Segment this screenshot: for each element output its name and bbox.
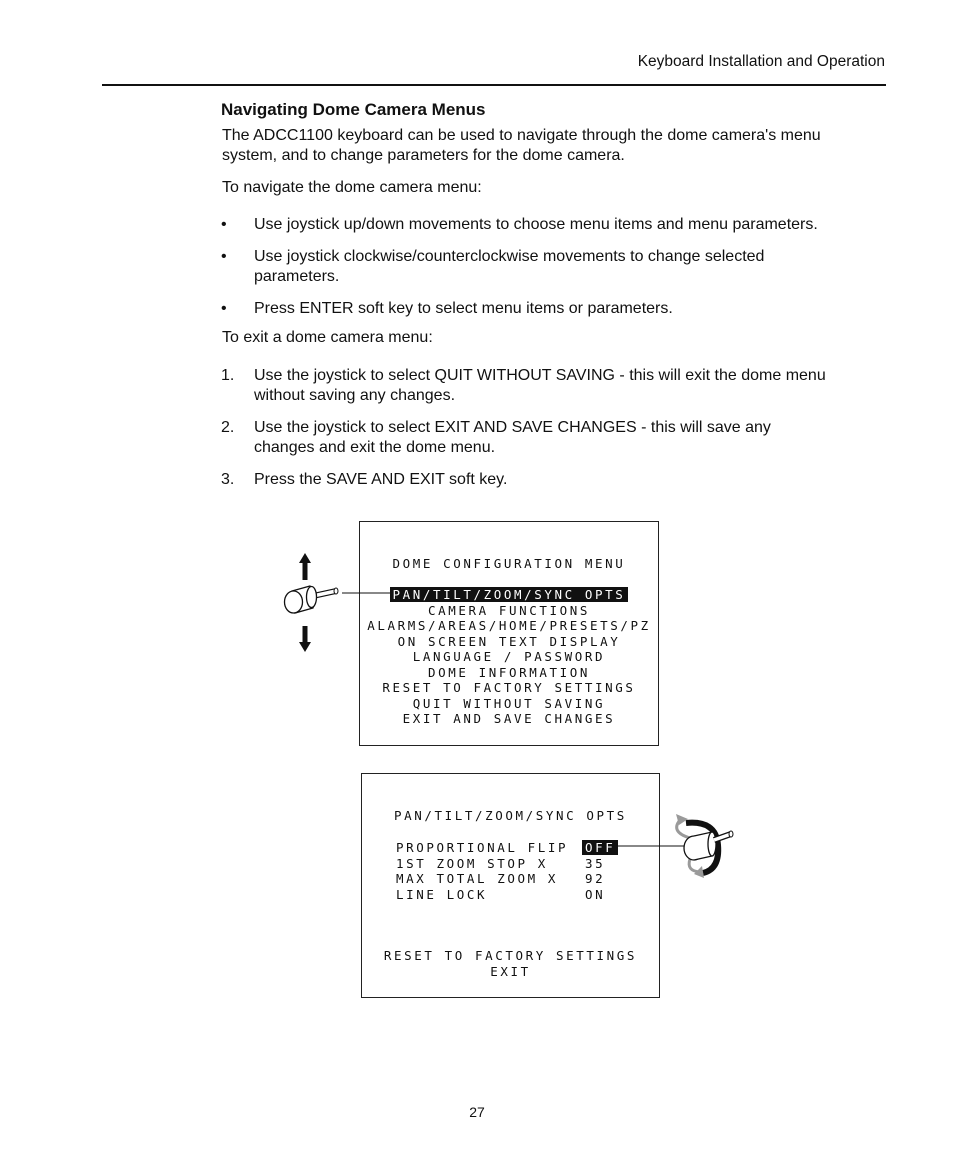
running-header: Keyboard Installation and Operation [637,53,885,70]
bullet-marker: • [221,248,227,265]
step-text: changes and exit the dome menu. [254,439,496,456]
step-text: Use the joystick to select QUIT WITHOUT SAVING - this will exit the dome menu [254,367,826,384]
ptz-row-value: ON [585,887,606,902]
value-highlight: OFF [582,840,618,855]
ptz-row-label[interactable]: PROPORTIONAL FLIP [396,840,569,855]
menu-item[interactable]: QUIT WITHOUT SAVING [412,696,606,711]
joystick-rotate-icon [614,814,733,878]
navigate-heading: To navigate the dome camera menu: [222,179,482,196]
intro-line: The ADCC1100 keyboard can be used to navigate through the dome camera's menu [222,127,821,144]
step-number: 1. [221,367,235,384]
bullet-text: Use joystick up/down movements to choose menu items and menu parameters. [254,216,818,233]
step-text: without saving any changes. [254,387,456,404]
section-title: Navigating Dome Camera Menus [221,100,486,119]
ptz-row-value: 92 [585,871,606,886]
menu-highlight: PAN/TILT/ZOOM/SYNC OPTS [390,587,629,602]
bullet-text: Use joystick clockwise/counterclockwise movements to change selected [254,248,765,265]
bullet-text: Press ENTER soft key to select menu items or parameters. [254,300,673,317]
intro-line: system, and to change parameters for the dome camera. [222,147,625,164]
menu-title: DOME CONFIGURATION MENU [392,556,626,571]
menu-item[interactable]: ALARMS/AREAS/HOME/PRESETS/PZ [367,618,651,633]
menu-item[interactable]: CAMERA FUNCTIONS [427,603,590,618]
joystick-updown-icon [285,553,393,652]
step-text: Use the joystick to select EXIT AND SAVE CHANGES - this will save any [254,419,771,436]
bullet-text: parameters. [254,268,340,285]
bullet-marker: • [221,216,227,233]
ptz-row-label[interactable]: MAX TOTAL ZOOM X [396,871,559,886]
exit-heading: To exit a dome camera menu: [222,329,433,346]
step-number: 3. [221,471,235,488]
ptz-row-label[interactable]: LINE LOCK [396,887,488,902]
ptz-exit[interactable]: EXIT [490,964,531,979]
step-number: 2. [221,419,235,436]
menu-item[interactable]: RESET TO FACTORY SETTINGS [382,680,636,695]
bullet-marker: • [221,300,227,317]
menu-item[interactable]: DOME INFORMATION [427,665,590,680]
menu-item[interactable]: LANGUAGE / PASSWORD [412,649,606,664]
ptz-row-value: 35 [585,856,606,871]
menu-item[interactable]: ON SCREEN TEXT DISPLAY [397,634,621,649]
page-number: 27 [469,1104,485,1120]
ptz-row-label[interactable]: 1ST ZOOM STOP X [396,856,548,871]
step-text: Press the SAVE AND EXIT soft key. [254,471,508,488]
ptz-reset[interactable]: RESET TO FACTORY SETTINGS [383,948,638,963]
menu-item[interactable]: EXIT AND SAVE CHANGES [402,711,616,726]
ptz-title: PAN/TILT/ZOOM/SYNC OPTS [394,808,627,823]
